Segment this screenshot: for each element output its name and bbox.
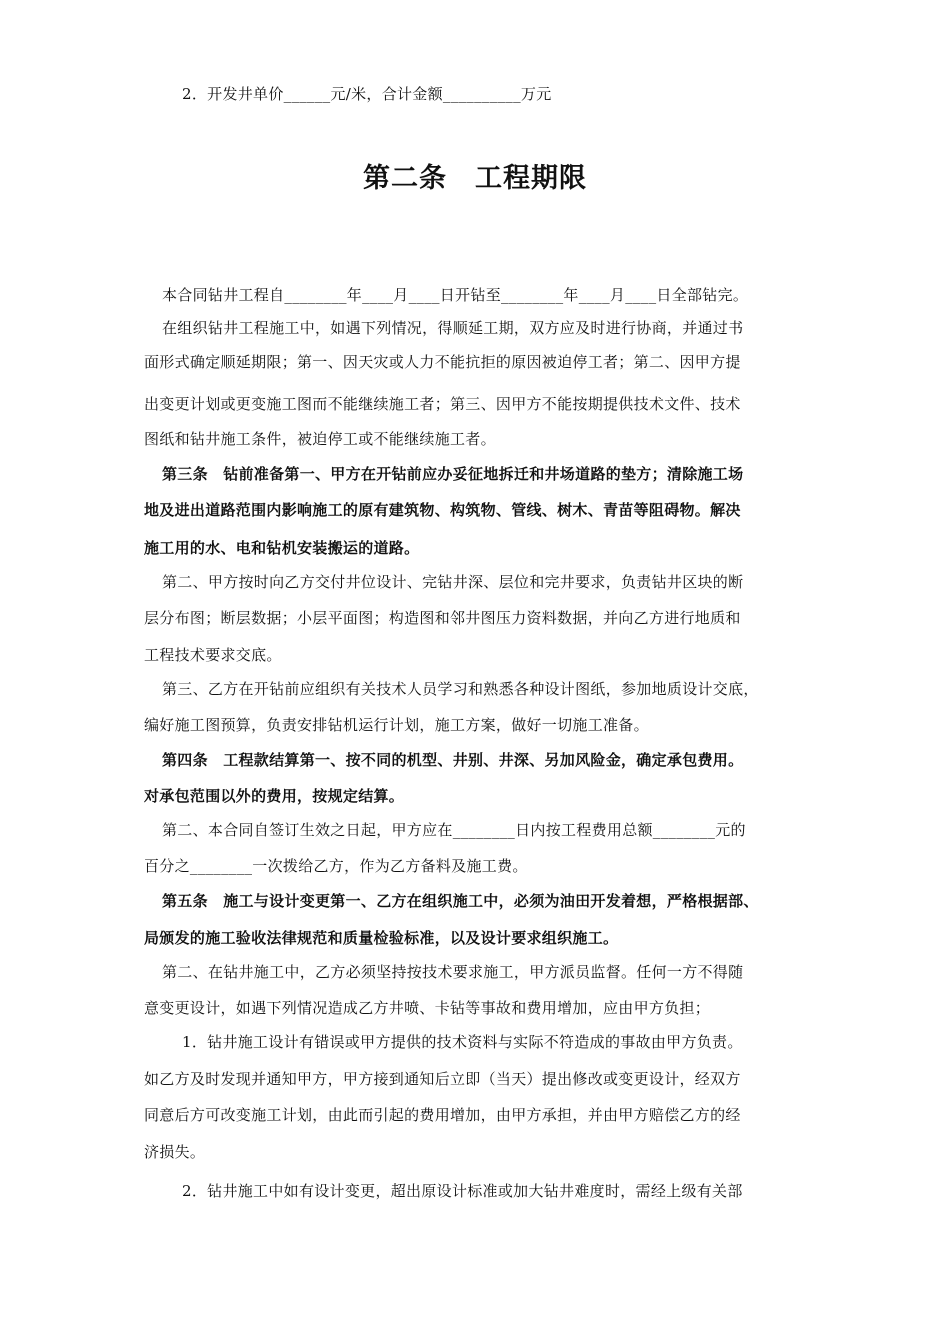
paragraph-line: 第二、甲方按时向乙方交付井位设计、完钻井深、层位和完井要求，负责钻井区块的断 [162, 573, 744, 591]
list-item-line: 2．钻井施工中如有设计变更，超出原设计标准或加大钻井难度时，需经上级有关部 [182, 1182, 743, 1200]
paragraph-line: 层分布图；断层数据；小层平面图；构造图和邻井图压力资料数据，并向乙方进行地质和 [144, 609, 741, 627]
paragraph-line: 图纸和钻井施工条件，被迫停工或不能继续施工者。 [144, 430, 496, 448]
paragraph-line: 编好施工图预算，负责安排钻机运行计划，施工方案，做好一切施工准备。 [144, 716, 649, 734]
clause-five-line: 第五条 施工与设计变更第一、乙方在组织施工中，必须为油田开发着想，严格根据部、 [162, 892, 759, 910]
paragraph-line: 第二、本合同自签订生效之日起，甲方应在________日内按工程费用总额________元的 [162, 821, 746, 839]
clause-three-line: 施工用的水、电和钻机安装搬运的道路。 [144, 539, 420, 557]
clause-four-line: 对承包范围以外的费用，按规定结算。 [144, 787, 405, 805]
list-item-line: 1．钻井施工设计有错误或甲方提供的技术资料与实际不符造成的事故由甲方负责。 [182, 1033, 743, 1051]
unit-price-line: 2．开发井单价______元/米，合计金额__________万元 [182, 85, 552, 103]
paragraph-line: 面形式确定顺延期限；第一、因天灾或人力不能抗拒的原因被迫停工者；第二、因甲方提 [144, 353, 741, 371]
clause-four-line: 第四条 工程款结算第一、按不同的机型、井别、井深、另加风险金，确定承包费用。 [162, 751, 744, 769]
paragraph-line: 如乙方及时发现并通知甲方，甲方接到通知后立即（当天）提出修改或变更设计，经双方 [144, 1070, 741, 1088]
paragraph-line: 百分之________一次拨给乙方，作为乙方备料及施工费。 [144, 857, 528, 875]
paragraph-line: 同意后方可改变施工计划，由此而引起的费用增加，由甲方承担，并由甲方赔偿乙方的经 [144, 1106, 741, 1124]
paragraph-line: 出变更计划或更变施工图而不能继续施工者；第三、因甲方不能按期提供技术文件、技术 [144, 395, 741, 413]
clause-five-line: 局颁发的施工验收法律规范和质量检验标准，以及设计要求组织施工。 [144, 929, 619, 947]
clause-three-line: 第三条 钻前准备第一、甲方在开钻前应办妥征地拆迁和井场道路的垫方；清除施工场 [162, 465, 744, 483]
paragraph-line: 本合同钻井工程自________年____月____日开钻至________年____月____日全部钻完。 [162, 286, 749, 304]
paragraph-line: 第三、乙方在开钻前应组织有关技术人员学习和熟悉各种设计图纸，参加地质设计交底， [162, 680, 759, 698]
paragraph-line: 第二、在钻井施工中，乙方必须坚持按技术要求施工，甲方派员监督。任何一方不得随 [162, 963, 744, 981]
clause-three-line: 地及进出道路范围内影响施工的原有建筑物、构筑物、管线、树木、青苗等阻碍物。解决 [144, 501, 741, 519]
section-heading: 第二条 工程期限 [363, 163, 587, 194]
paragraph-line: 济损失。 [144, 1143, 206, 1161]
paragraph-line: 工程技术要求交底。 [144, 646, 282, 664]
paragraph-line: 意变更设计，如遇下列情况造成乙方井喷、卡钻等事故和费用增加，应由甲方负担； [144, 999, 711, 1017]
paragraph-line: 在组织钻井工程施工中，如遇下列情况，得顺延工期，双方应及时进行协商，并通过书 [162, 319, 744, 337]
